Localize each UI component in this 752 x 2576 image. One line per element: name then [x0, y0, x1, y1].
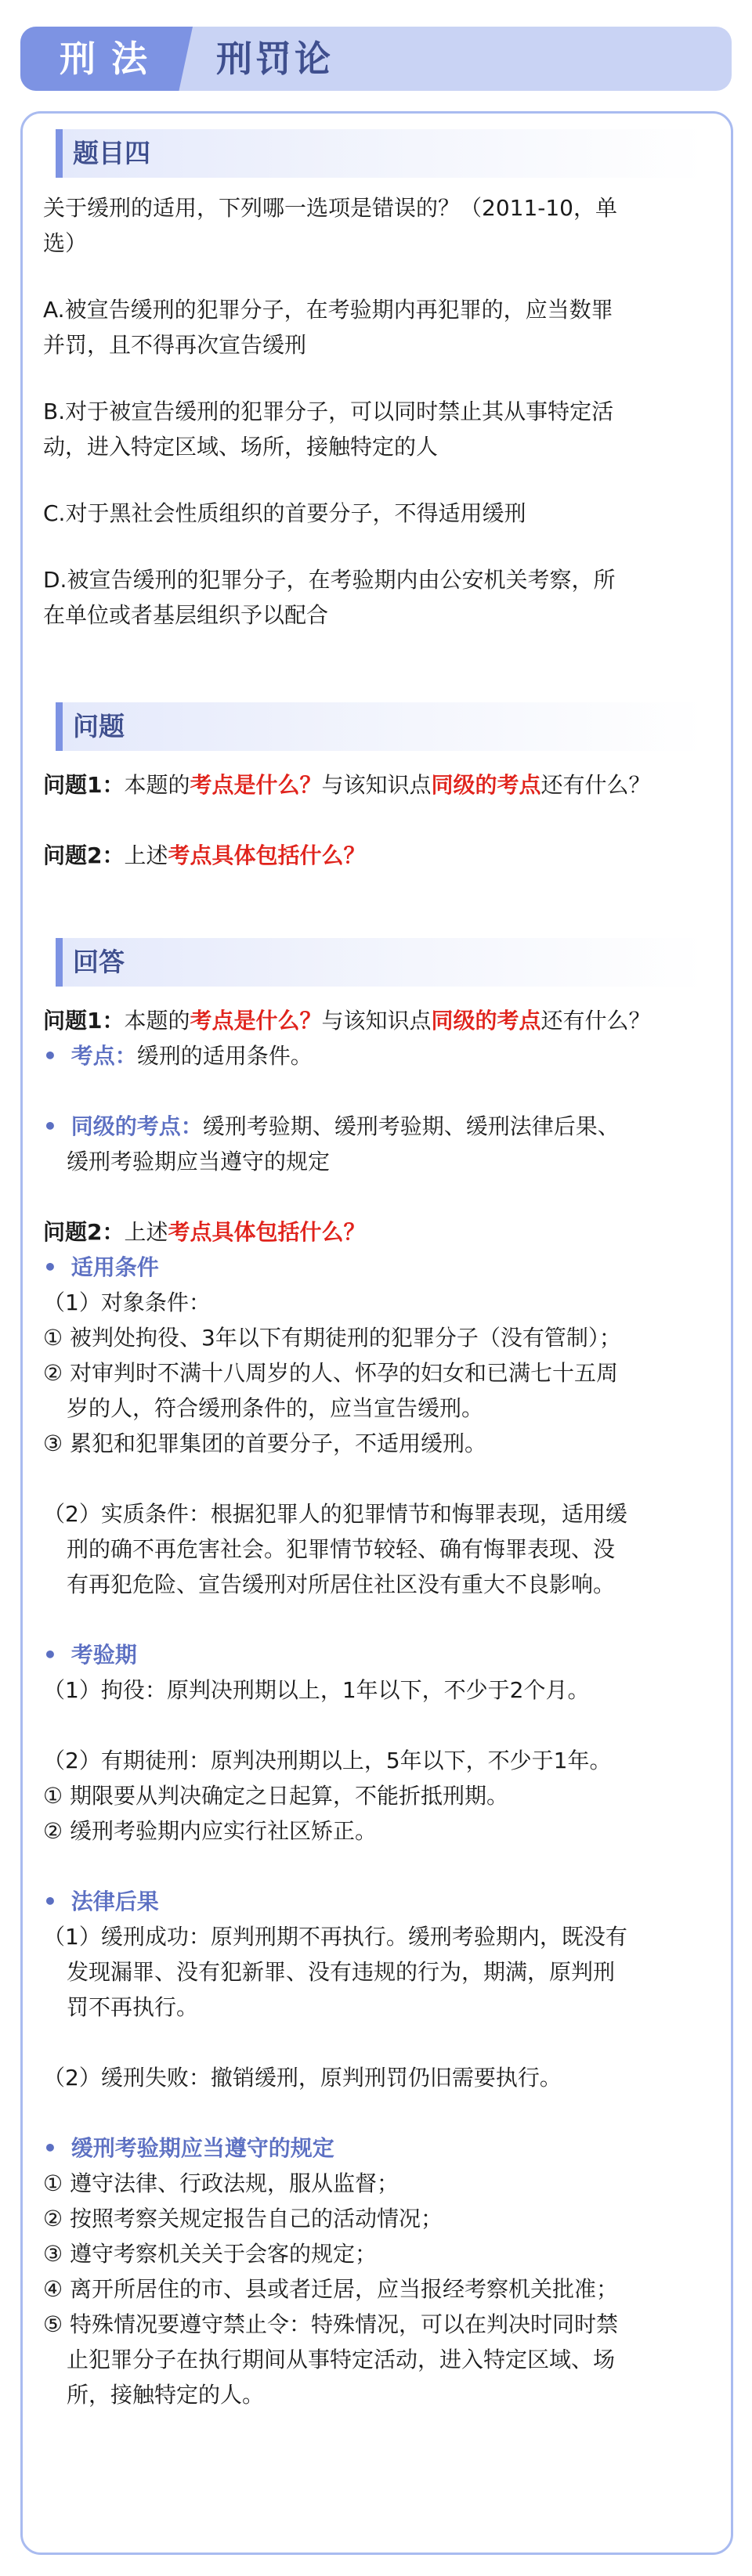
heading-falvhouguo: • 法律后果 [43, 1889, 159, 1914]
syl-1: （1）对象条件： [43, 1290, 211, 1315]
option-c-line1: C.对于黑社会性质组织的首要分子，不得适用缓刑 [43, 500, 526, 526]
flhg-1-line3: 罚不再执行。 [67, 1994, 199, 2020]
zs-5-line3: 所，接触特定的人。 [67, 2382, 265, 2408]
page-header [20, 27, 732, 91]
question-stem-line2: 选） [43, 230, 88, 256]
syl-1b-line1: ② 对审判时不满十八周岁的人、怀孕的妇女和已满七十五周 [43, 1360, 619, 1386]
zs-3: ③ 遵守考察机关关于会客的规定； [43, 2241, 378, 2267]
option-a-line2: 并罚，且不得再次宣告缓刑 [43, 332, 307, 358]
zs-5-line2: 止犯罪分子在执行期间从事特定活动，进入特定区域、场 [67, 2347, 616, 2372]
header-subject: 刑法 [60, 38, 163, 80]
heading-kaoyanqi: • 考验期 [43, 1642, 137, 1668]
option-a-line1: A.被宣告缓刑的犯罪分子，在考验期内再犯罪的，应当数罪 [43, 297, 613, 323]
header-chapter: 刑罚论 [216, 38, 334, 80]
kyq-2: （2）有期徒刑：原判决刑期以上，5年以下，不少于1年。 [43, 1748, 612, 1773]
zs-1: ① 遵守法律、行政法规，服从监督； [43, 2170, 400, 2196]
kyq-2a: ① 期限要从判决确定之日起算，不能折抵刑期。 [43, 1783, 509, 1809]
answer-problem-1: 问题1：本题的考点是什么？与该知识点同级的考点还有什么？ [43, 1008, 651, 1034]
option-d-line1: D.被宣告缓刑的犯罪分子，在考验期内由公安机关考察，所 [43, 567, 616, 593]
option-d-line2: 在单位或者基层组织予以配合 [43, 602, 329, 628]
zs-4: ④ 离开所居住的市、县或者迁居，应当报经考察机关批准； [43, 2276, 619, 2302]
section-title-text: 题目四 [73, 138, 150, 168]
option-b-line2: 动，进入特定区域、场所，接触特定的人 [43, 434, 439, 460]
kyq-2b: ② 缓刑考验期内应实行社区矫正。 [43, 1818, 378, 1844]
section-title-answer [56, 938, 714, 987]
problems-body [43, 767, 732, 873]
syl-2-line3: 有再犯危险、宣告缓刑对所居住社区没有重大不良影响。 [67, 1571, 616, 1597]
zs-2: ② 按照考察关规定报告自己的活动情况； [43, 2206, 443, 2231]
answer-body [43, 1003, 732, 2412]
syl-1b-line2: 岁的人，符合缓刑条件的，应当宣告缓刑。 [67, 1395, 484, 1421]
zs-5-line1: ⑤ 特殊情况要遵守禁止令：特殊情况，可以在判决时同时禁 [43, 2311, 619, 2337]
flhg-1-line1: （1）缓刑成功：原判刑期不再执行。缓刑考验期内，既没有 [43, 1924, 627, 1950]
section-title-text: 问题 [73, 711, 125, 741]
answer-tongji: • 同级的考点：缓刑考验期、缓刑考验期、缓刑法律后果、 [43, 1113, 620, 1139]
section-bg [63, 702, 705, 751]
question-stem-line1: 关于缓刑的适用，下列哪一选项是错误的？（2011-10，单 [43, 195, 617, 221]
section-bar [56, 702, 63, 751]
section-bg [63, 129, 705, 178]
question-body [43, 190, 732, 633]
heading-shiyong: • 适用条件 [43, 1254, 159, 1280]
answer-problem-2: 问题2：上述考点具体包括什么？ [43, 1219, 366, 1245]
syl-2-line2: 刑的确不再危害社会。犯罪情节较轻、确有悔罪表现、没 [67, 1536, 616, 1562]
syl-1a: ① 被判处拘役、3年以下有期徒刑的犯罪分子（没有管制）； [43, 1325, 621, 1351]
heading-zunshou: • 缓刑考验期应当遵守的规定 [43, 2135, 334, 2161]
content-card [20, 111, 733, 2555]
problem-2: 问题2：上述考点具体包括什么？ [43, 842, 366, 868]
syl-1c: ③ 累犯和犯罪集团的首要分子，不适用缓刑。 [43, 1431, 487, 1456]
problem-1: 问题1：本题的考点是什么？与该知识点同级的考点还有什么？ [43, 772, 651, 798]
section-title-text: 回答 [73, 947, 125, 977]
flhg-1-line2: 发现漏罪、没有犯新罪、没有违规的行为，期满，原判刑 [67, 1959, 616, 1985]
section-bg [63, 938, 705, 987]
answer-kaodian: • 考点：缓刑的适用条件。 [43, 1043, 313, 1069]
syl-2-line1: （2）实质条件：根据犯罪人的犯罪情节和悔罪表现，适用缓 [43, 1501, 627, 1527]
section-title-problems [56, 702, 714, 751]
section-bar [56, 938, 63, 987]
section-bar [56, 129, 63, 178]
section-title-question [56, 129, 714, 178]
kyq-1: （1）拘役：原判决刑期以上，1年以下，不少于2个月。 [43, 1677, 590, 1703]
option-b-line1: B.对于被宣告缓刑的犯罪分子，可以同时禁止其从事特定活 [43, 399, 614, 424]
flhg-2: （2）缓刑失败：撤销缓刑，原判刑罚仍旧需要执行。 [43, 2065, 562, 2091]
answer-tongji-line2: 缓刑考验期应当遵守的规定 [67, 1149, 331, 1174]
